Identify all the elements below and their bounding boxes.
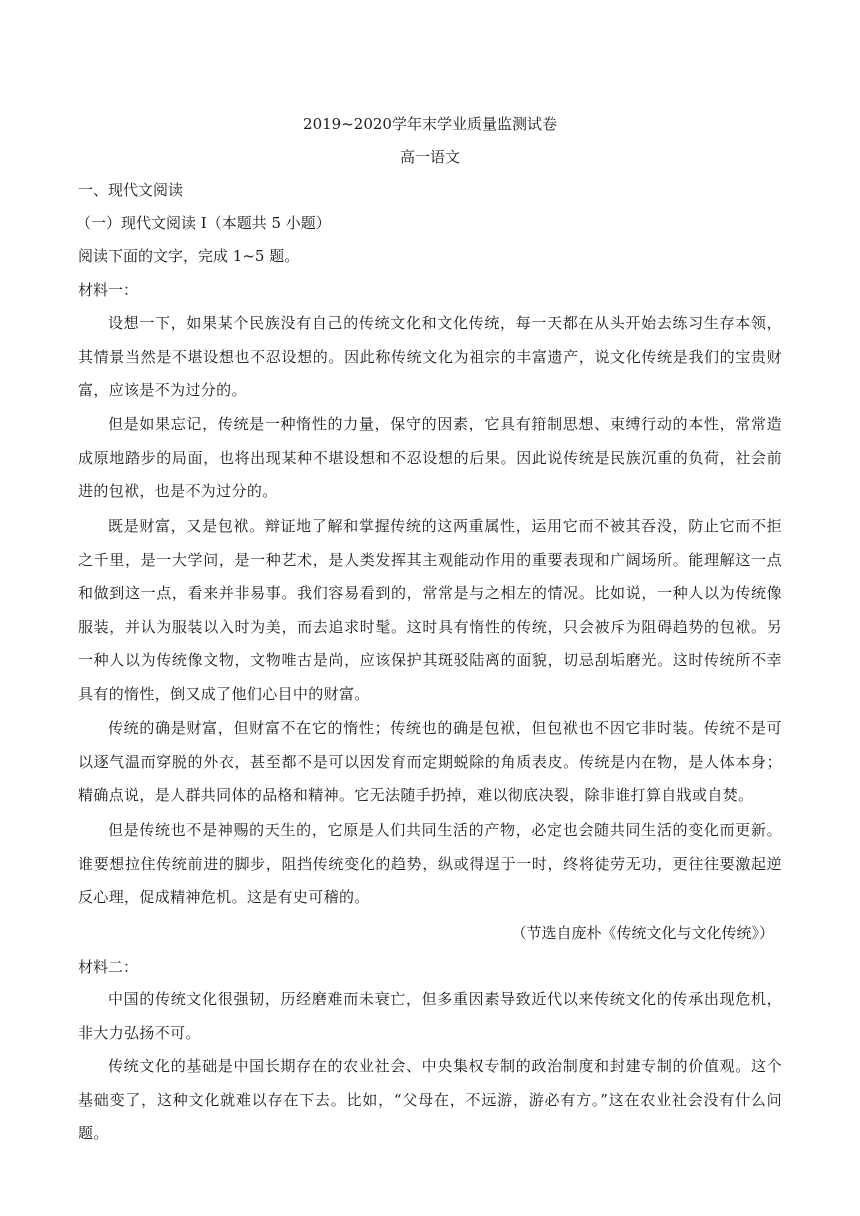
material-one-source: （节选自庞朴《传统文化与文化传统》） [511,924,774,942]
material-one-paragraph: 传统的确是财富，但财富不在它的惰性；传统也的确是包袱，但包袱也不因它非时装。传统不是可以逐气温而穿脱的外衣，甚至都不是可以因发育而定期蜕除的角质表皮。传统是内在物，是人体本身；精确点说，是人群共同体的品格和精神。它无法随手扔掉，难以彻底决裂，除非谁打算自戕或自焚。 [78,719,782,805]
section-heading: 一、现代文阅读 [78,181,184,199]
material-one-paragraph: 但是传统也不是神赐的天生的，它原是人们共同生活的产物，必定也会随共同生活的变化而更新。谁要想拉住传统前进的脚步，阻挡传统变化的趋势，纵或得逞于一时，终将徒劳无功，更往往要激起逆反心理，促成精神危机。这是有史可稽的。 [78,821,782,907]
material-one-paragraph: 但是如果忘记，传统是一种惰性的力量，保守的因素，它具有箝制思想、束缚行动的本性，常常造成原地踏步的局面，也将出现某种不堪设想和不忍设想的后果。因此说传统是民族沉重的负荷，社会前进的包袱，也是不为过分的。 [78,415,782,501]
exam-subject: 高一语文 [399,148,460,166]
material-one-label: 材料一： [78,281,139,299]
material-two-label: 材料二： [78,958,139,976]
subsection-heading: （一）现代文阅读 I（本题共 5 小题） [76,214,331,232]
reading-instruction: 阅读下面的文字，完成 1~5 题。 [78,247,300,265]
material-one-paragraph: 设想一下，如果某个民族没有自己的传统文化和文化传统，每一天都在从头开始去练习生存本领，其情景当然是不堪设想也不忍设想的。因此称传统文化为祖宗的丰富遗产，说文化传统是我们的宝贵财富，应该是不为过分的。 [78,314,782,400]
material-two-paragraph: 中国的传统文化很强韧，历经磨难而未衰亡，但多重因素导致近代以来传统文化的传承出现危机，非大力弘扬不可。 [78,990,782,1042]
exam-title: 2019~2020学年末学业质量监测试卷 [303,115,557,133]
material-two-paragraph: 传统文化的基础是中国长期存在的农业社会、中央集权专制的政治制度和封建专制的价值观。这个基础变了，这种文化就难以存在下去。比如，“父母在，不远游，游必有方。”这在农业社会没有什么问题。 [78,1057,782,1143]
material-one-paragraph: 既是财富，又是包袱。辩证地了解和掌握传统的这两重属性，运用它而不被其吞没，防止它而不拒之千里，是一大学问，是一种艺术，是人类发挥其主观能动作用的重要表现和广阔场所。能理解这一点和做到这一点，看来并非易事。我们容易看到的，常常是与之相左的情况。比如说，一种人以为传统像服装，并认为服装以入时为美，而去追求时髦。这时具有惰性的传统，只会被斥为阻碍趋势的包袱。另一种人以为传统像文物，文物唯古是尚，应该保护其斑驳陆离的面貌，切忌刮垢磨光。这时传统所不幸具有的惰性，倒又成了他们心目中的财富。 [78,517,782,703]
